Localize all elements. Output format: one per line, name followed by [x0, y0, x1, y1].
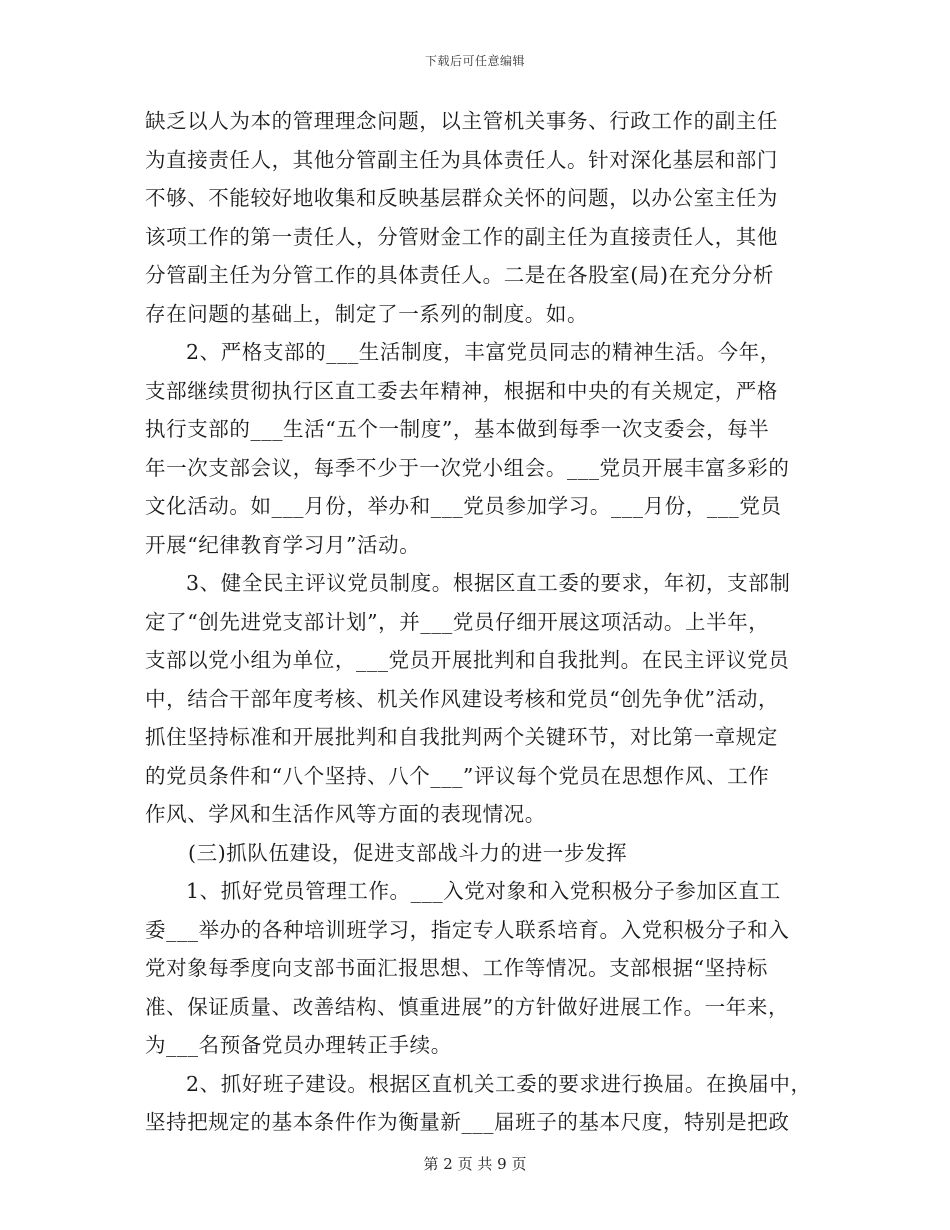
text-line: 1、抓好党员管理工作。___入党对象和入党积极分子参加区直工: [186, 879, 781, 903]
text-line: 坚持把规定的基本条件作为衡量新___届班子的基本尺度，特别是把政: [145, 1110, 790, 1134]
paragraph-democratic-review: [145, 564, 811, 834]
text-line: 支部继续贯彻执行区直工委去年精神，根据和中央的有关规定，严格: [145, 378, 778, 403]
text-line: 抓住坚持标准和开展批判和自我批判两个关键环节，对比第一章规定: [145, 725, 778, 749]
text-line: 的党员条件和“八个坚持、八个___”评议每个党员在思想作风、工作: [145, 763, 770, 788]
paragraph-member-management: [145, 872, 811, 1065]
paragraph-responsibility: [145, 102, 811, 333]
text-line: 定了“创先进党支部计划”，并___党员仔细开展这项活动。上半年，: [145, 609, 770, 634]
page-header: 下载后可任意编辑: [424, 54, 525, 68]
text-line: 缺乏以人为本的管理理念问题，以主管机关事务、行政工作的副主任: [145, 109, 778, 133]
text-line: 委___举办的各种培训班学习，指定专人联系培育。入党积极分子和入: [145, 917, 790, 942]
text-line: 分管副主任为分管工作的具体责任人。二是在各股室(局)在充分分析: [145, 263, 775, 287]
text-line: 文化活动。如___月份，举办和___党员参加学习。___月份，___党员: [145, 494, 782, 518]
text-line: 准、保证质量、改善结构、慎重进展”的方针做好进展工作。一年来，: [145, 994, 790, 1019]
text-line: 作风、学风和生活作风等方面的表现情况。: [145, 802, 546, 826]
paragraph-party-life: [145, 333, 811, 564]
section-heading-text: (三)抓队伍建设，促进支部战斗力的进一步发挥: [188, 840, 628, 865]
page-number: 第 2 页 共 9 页: [423, 1155, 527, 1173]
text-line: 开展“纪律教育学习月”活动。: [145, 532, 421, 557]
text-line: 3、健全民主评议党员制度。根据区直工委的要求，年初，支部制: [186, 571, 791, 595]
paragraph-team-building: [145, 1065, 811, 1142]
text-line: 支部以党小组为单位，___党员开展批判和自我批判。在民主评议党员: [145, 648, 790, 672]
text-line: 不够、不能较好地收集和反映基层群众关怀的问题，以办公室主任为: [145, 186, 778, 210]
section-heading: [145, 834, 811, 873]
text-line: 年一次支部会议，每季不少于一次党小组会。___党员开展丰富多彩的: [145, 455, 790, 480]
text-line: 为___名预备党员办理转正手续。: [145, 1033, 452, 1057]
text-line: 中，结合干部年度考核、机关作风建设考核和党员“创先争优”活动，: [145, 686, 780, 711]
document-body: [145, 102, 811, 1142]
text-line: 该项工作的第一责任人，分管财金工作的副主任为直接责任人，其他: [145, 224, 778, 249]
text-line: 为直接责任人，其他分管副主任为具体责任人。针对深化基层和部门: [145, 147, 778, 172]
text-line: 2、严格支部的___生活制度，丰富党员同志的精神生活。今年，: [186, 340, 781, 364]
text-line: 存在问题的基础上，制定了一系列的制度。如。: [145, 301, 589, 326]
text-line: 2、抓好班子建设。根据区直机关工委的要求进行换届。在换届中，: [186, 1071, 812, 1096]
text-line: 执行支部的___生活“五个一制度”，基本做到每季一次支委会，每半: [145, 417, 770, 441]
text-line: 党对象每季度向支部书面汇报思想、工作等情况。支部根据“坚持标: [145, 956, 768, 980]
